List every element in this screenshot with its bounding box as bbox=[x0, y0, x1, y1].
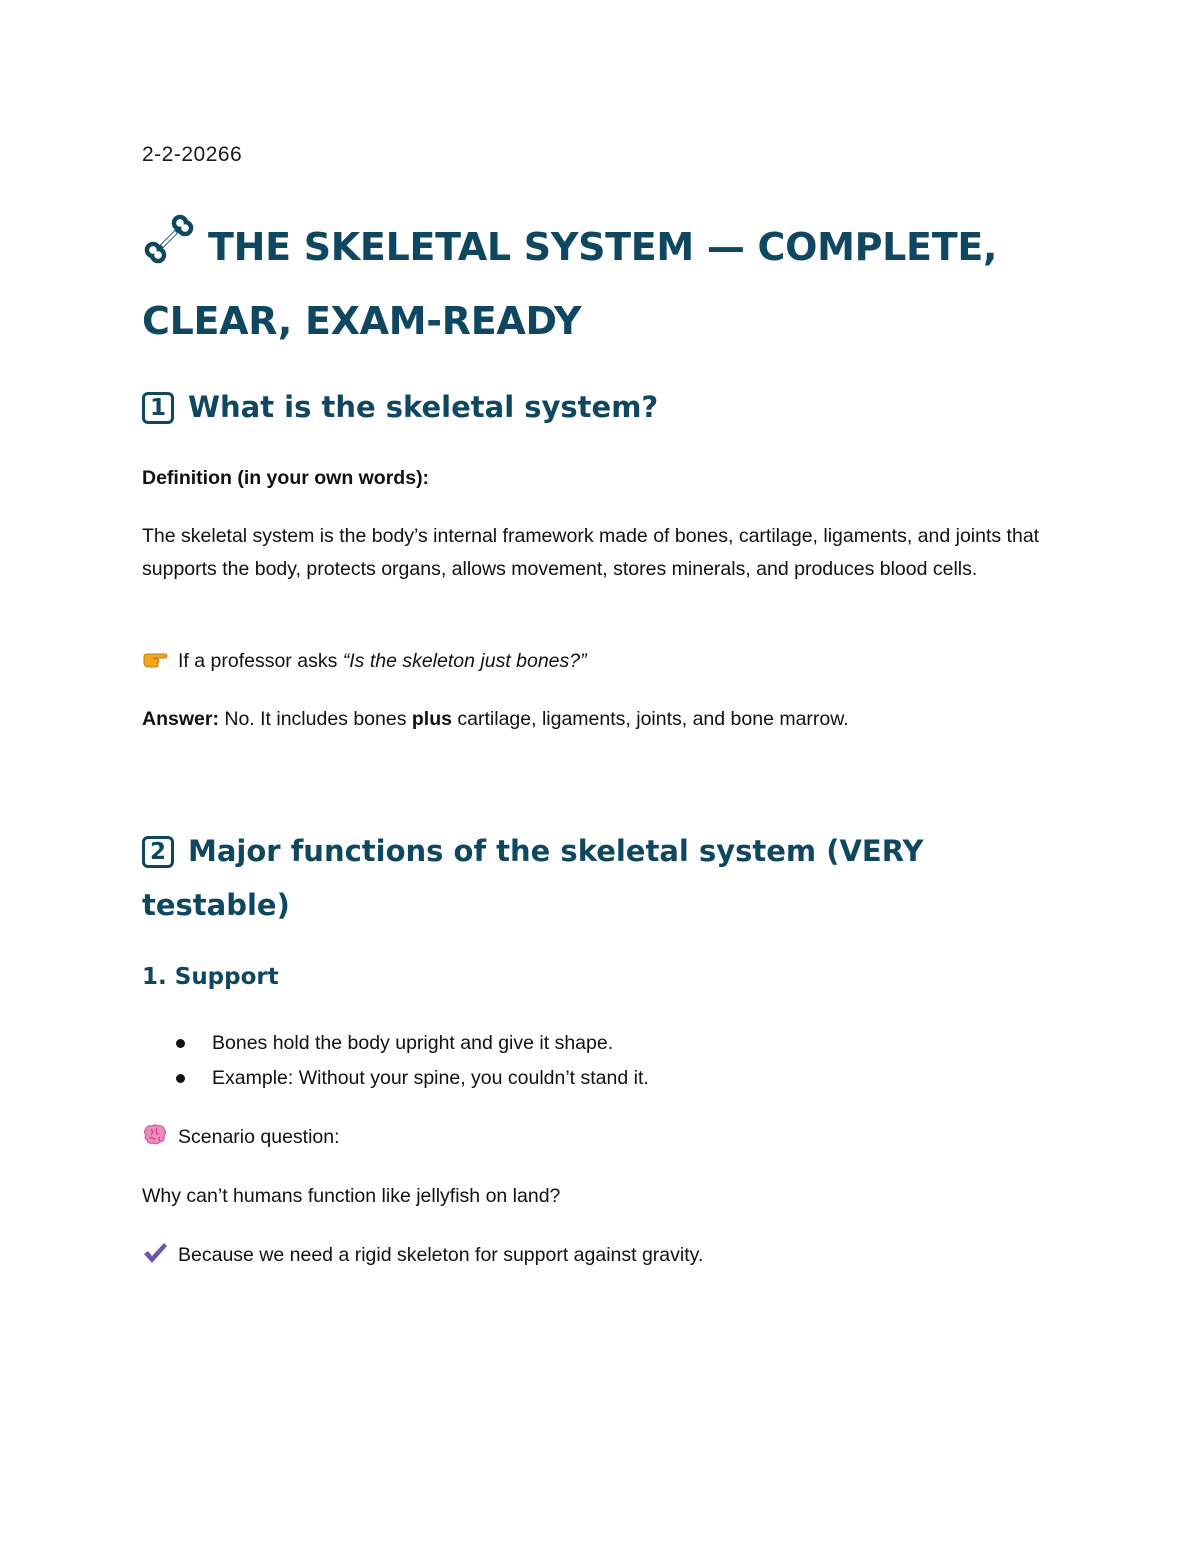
document-title-text: THE SKELETAL SYSTEM — COMPLETE, CLEAR, EXAM-READY bbox=[142, 225, 998, 343]
answer-text-bold: plus bbox=[411, 708, 452, 730]
section-2-heading bbox=[142, 824, 942, 932]
answer-text-part1: No. It includes bones bbox=[218, 708, 412, 730]
scenario-label: Scenario question: bbox=[178, 1126, 340, 1148]
professor-prompt bbox=[142, 645, 1072, 681]
scenario-label-line bbox=[142, 1121, 1072, 1157]
document-date: 2-2-20266 bbox=[142, 143, 243, 166]
list-item: Example: Without your spine, you couldn’t stand it. bbox=[142, 1061, 649, 1096]
definition-label bbox=[142, 462, 1072, 495]
section-1-heading-text: What is the skeletal system? bbox=[188, 390, 659, 424]
document-title bbox=[142, 212, 1062, 355]
pointing-hand-icon bbox=[142, 648, 168, 681]
check-mark-icon bbox=[142, 1242, 168, 1275]
answer-line bbox=[142, 703, 1072, 736]
support-bullet-list bbox=[142, 1026, 649, 1096]
professor-prompt-prefix: If a professor asks bbox=[178, 650, 343, 672]
definition-text: The skeletal system is the body’s internal framework made of bones, cartilage, ligaments, and joints that supports the body, protects organs, allows movement, stores minerals, and produces blood cells. bbox=[142, 525, 1040, 580]
list-item: Bones hold the body upright and give it shape. bbox=[142, 1026, 649, 1061]
scenario-answer: Because we need a rigid skeleton for support against gravity. bbox=[178, 1244, 704, 1266]
support-subheading: 1. Support bbox=[142, 964, 279, 990]
answer-text-part2: cartilage, ligaments, joints, and bone marrow. bbox=[451, 708, 849, 730]
definition-label-text: Definition (in your own words): bbox=[142, 467, 430, 489]
brain-icon bbox=[142, 1124, 168, 1157]
bone-icon bbox=[142, 212, 196, 287]
scenario-answer-line bbox=[142, 1239, 1072, 1275]
section-1-heading bbox=[142, 380, 1042, 434]
keycap-one-icon: 1 bbox=[142, 392, 174, 424]
section-2-heading-text: Major functions of the skeletal system (VERY testable) bbox=[142, 834, 924, 922]
keycap-two-icon: 2 bbox=[142, 836, 174, 868]
scenario-question: Why can’t humans function like jellyfish on land? bbox=[142, 1185, 561, 1207]
professor-prompt-question: “Is the skeleton just bones?” bbox=[342, 650, 587, 672]
answer-label: Answer: bbox=[142, 708, 219, 730]
